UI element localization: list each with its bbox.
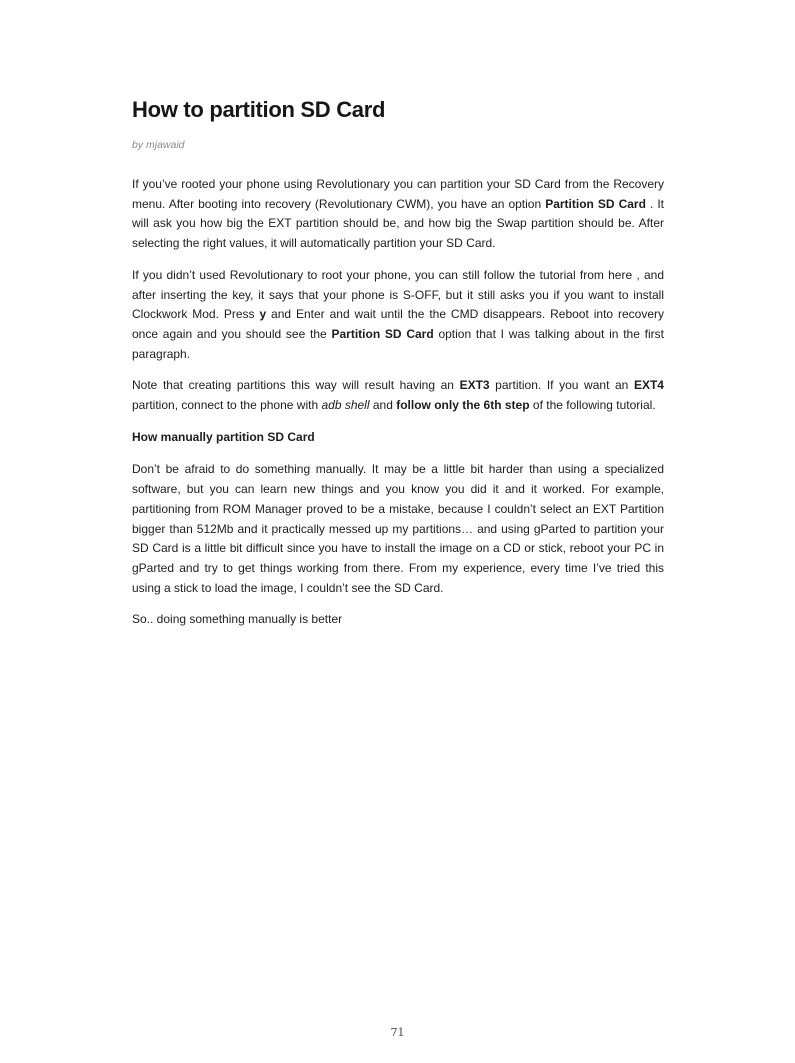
bold-run: Partition SD Card: [545, 196, 646, 211]
section-heading: How manually partition SD Card: [132, 429, 315, 444]
text-run: option that I was talking about in the first paragraph.: [132, 326, 664, 361]
text-run: . It will ask you how big the EXT partition should be, and how big the Swap partition should be. After selecting the right values, it will automatically partition your SD Card.: [132, 196, 664, 251]
text-run: and: [369, 398, 397, 413]
text-run: and Enter and wait until the the CMD disappears. Reboot into recovery once again and you should see the: [132, 307, 665, 341]
text-run: of the following tutorial.: [529, 398, 656, 413]
page-number: 71: [390, 1026, 405, 1039]
paragraph-2: [132, 266, 664, 365]
article-body: [132, 96, 664, 630]
bold-run: EXT4: [633, 378, 664, 393]
byline: by mjawaid: [132, 139, 185, 151]
paragraph-3: [132, 376, 664, 415]
paragraph-4: [132, 460, 664, 598]
text-run: Note that creating partitions this way will result having an: [132, 378, 460, 393]
bold-run: EXT3: [459, 378, 490, 393]
paragraph-1: [132, 175, 664, 254]
text-run: If you’ve rooted your phone using Revolutionary you can partition your SD Card from the Recovery menu. After booting into recovery (Revolutionary CWM), you have an option: [132, 177, 664, 211]
paragraph-5: [132, 610, 664, 630]
bold-run: y: [259, 307, 267, 322]
bold-run: Partition SD Card: [331, 326, 434, 341]
text-run: If you didn’t used Revolutionary to root your phone, you can still follow the tutorial from here , and after inserting the key, it says that your phone is S-OFF, but it still asks you if you want to install Clockwork Mod. Press: [132, 267, 664, 322]
italic-run: adb shell: [321, 398, 370, 413]
text-run: So.. doing something manually is better: [132, 612, 343, 627]
text-run: Don’t be afraid to do something manually. It may be a little bit harder than using a specialized software, but you can learn new things and you know you did it and it worked. For example, partitioning from ROM Manager proved to be a mistake, because I couldn’t select an EXT Partition bigger than 512Mb and it practically messed up my partitions… and using gParted to partition your SD Card is a little bit difficult since you have to install the image on a CD or stick, reboot your PC in gParted and try to get things working from there. From my experience, every time I’ve tried this using a stick to load the image, I couldn’t see the SD Card.: [132, 462, 664, 595]
page-title: How to partition SD Card: [132, 97, 386, 122]
text-run: partition, connect to the phone with: [132, 398, 322, 413]
bold-run: follow only the 6th step: [396, 398, 530, 413]
text-run: partition. If you want an: [489, 378, 634, 393]
